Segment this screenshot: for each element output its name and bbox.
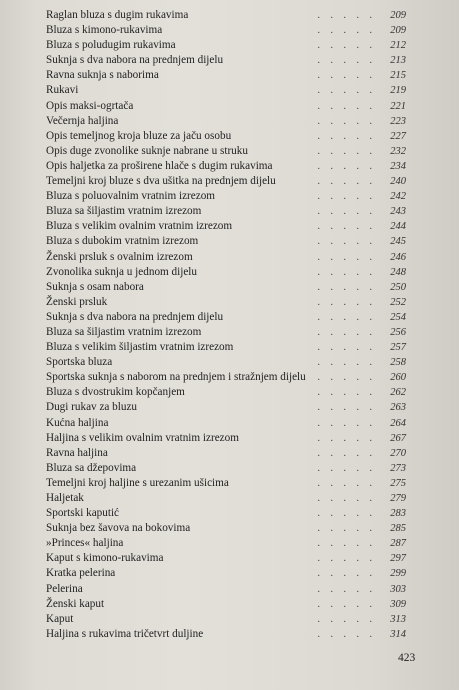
toc-entry-title: Suknja s osam nabora: [46, 280, 144, 293]
toc-entry-page: 223: [390, 115, 406, 127]
leader-dots: . . . . .: [317, 55, 376, 67]
toc-entry-title: Temeljni kroj bluze s dva ušitka na prednjem dijelu: [46, 175, 276, 188]
table-of-contents: [46, 8, 406, 642]
toc-entry-title: Bluza s poludugim rukavima: [46, 39, 176, 52]
leader-dots: . . . . .: [317, 613, 376, 625]
toc-entry: [46, 521, 406, 536]
toc-entry-page: 303: [390, 583, 406, 595]
leader-dots: . . . . .: [317, 251, 376, 263]
toc-entry-page: 267: [390, 432, 406, 444]
leader-dots: . . . . .: [317, 221, 376, 233]
toc-entry-page: 212: [390, 40, 406, 52]
leader-dots: . . . . .: [317, 281, 376, 293]
toc-entry-title: Bluza s velikim ovalnim vratnim izrezom: [46, 220, 233, 233]
leader-dots: . . . . .: [317, 493, 376, 504]
leader-dots: . . . . .: [317, 176, 376, 188]
toc-entry: [46, 53, 406, 68]
toc-entry-page: 279: [390, 493, 406, 504]
toc-entry: [46, 38, 406, 53]
leader-dots: . . . . .: [317, 266, 376, 278]
leader-dots: . . . . .: [317, 372, 376, 384]
toc-entry-title: Bluza s dubokim vratnim izrezom: [46, 235, 199, 248]
toc-entry-title: Večernja haljina: [46, 114, 119, 127]
toc-entry-title: Ženski kaput: [46, 597, 105, 610]
toc-entry-title: Haljina s velikim ovalnim vratnim izrezom: [46, 431, 239, 444]
toc-entry-page: 309: [390, 598, 406, 610]
toc-entry-title: Haljina s rukavima tričetvrt duljine: [46, 627, 204, 640]
toc-entry-page: 264: [390, 417, 406, 429]
toc-entry-page: 270: [390, 447, 406, 459]
leader-dots: . . . . .: [317, 402, 376, 414]
toc-entry-page: 248: [390, 266, 406, 278]
toc-entry-title: Opis maksi-ogrtača: [46, 99, 134, 112]
toc-entry-page: 275: [390, 477, 406, 489]
toc-entry-title: Zvonolika suknja u jednom dijelu: [46, 265, 198, 278]
leader-dots: . . . . .: [317, 160, 376, 172]
toc-entry-title: Sportski kaputić: [46, 507, 120, 520]
toc-entry-title: Raglan bluza s dugim rukavima: [46, 9, 189, 21]
toc-entry-title: Kućna haljina: [46, 416, 109, 429]
page-number: 423: [398, 652, 416, 664]
toc-entry: [46, 189, 406, 204]
toc-entry-page: 244: [390, 221, 406, 233]
leader-dots: . . . . .: [317, 100, 376, 112]
toc-entry-page: 285: [390, 523, 406, 535]
toc-entry-page: 234: [390, 160, 406, 172]
leader-dots: . . . . .: [317, 568, 376, 580]
toc-entry: [46, 416, 406, 431]
toc-entry-title: Bluza sa šiljastim vratnim izrezom: [46, 325, 202, 338]
toc-entry: [46, 219, 406, 234]
leader-dots: . . . . .: [317, 628, 376, 640]
leader-dots: . . . . .: [317, 447, 376, 459]
leader-dots: . . . . .: [317, 508, 376, 520]
toc-entry: [46, 461, 406, 476]
toc-entry-title: Kaput s kimono-rukavima: [46, 552, 164, 565]
toc-entry-title: Opis duge zvonolike suknje nabrane u struku: [46, 144, 248, 157]
toc-entry-page: 273: [390, 462, 406, 474]
toc-entry-page: 219: [390, 85, 406, 97]
toc-entry-page: 232: [390, 145, 406, 157]
leader-dots: . . . . .: [317, 538, 376, 550]
toc-entry: [46, 8, 406, 23]
toc-entry: [46, 310, 406, 325]
leader-dots: . . . . .: [317, 25, 376, 37]
toc-entry: [46, 295, 406, 310]
toc-entry: [46, 582, 406, 597]
toc-entry-title: Ženski prsluk: [46, 295, 108, 308]
toc-entry-title: Dugi rukav za bluzu: [46, 401, 138, 414]
toc-entry: [46, 159, 406, 174]
toc-entry: [46, 340, 406, 355]
toc-entry-title: Bluza s poluovalnim vratnim izrezom: [46, 190, 216, 203]
toc-entry-title: Ravna suknja s naborima: [46, 69, 159, 82]
toc-entry: [46, 431, 406, 446]
leader-dots: . . . . .: [317, 145, 376, 157]
leader-dots: . . . . .: [317, 70, 376, 82]
toc-entry-title: Bluza s velikim šiljastim vratnim izrezom: [46, 341, 234, 354]
toc-entry-title: Bluza sa džepovima: [46, 461, 137, 474]
toc-entry-page: 227: [390, 130, 406, 142]
toc-entry-page: 283: [390, 508, 406, 520]
toc-entry-title: Sportska suknja s naborom na prednjem i stražnjem dijelu: [46, 371, 306, 384]
toc-entry: [46, 536, 406, 551]
toc-entry-title: Ravna haljina: [46, 446, 108, 459]
leader-dots: . . . . .: [317, 387, 376, 399]
toc-entry-title: Kaput: [46, 612, 74, 625]
leader-dots: . . . . .: [317, 477, 376, 489]
toc-entry-title: Bluza s kimono-rukavima: [46, 24, 163, 37]
toc-entry: [46, 325, 406, 340]
toc-entry-title: Opis temeljnog kroja bluze za jaču osobu: [46, 129, 232, 142]
toc-entry-title: Suknja bez šavova na bokovima: [46, 522, 191, 535]
toc-entry: [46, 355, 406, 370]
toc-entry-title: Suknja s dva nabora na prednjem dijelu: [46, 54, 224, 67]
leader-dots: . . . . .: [317, 583, 376, 595]
leader-dots: . . . . .: [317, 326, 376, 338]
toc-entry-page: 297: [390, 553, 406, 565]
toc-entry-title: Bluza s dvostrukim kopčanjem: [46, 386, 185, 399]
toc-entry-page: 263: [390, 402, 406, 414]
toc-entry: [46, 250, 406, 265]
leader-dots: . . . . .: [317, 523, 376, 535]
toc-entry-page: 313: [390, 613, 406, 625]
toc-entry: [46, 265, 406, 280]
toc-entry-page: 213: [390, 55, 406, 67]
toc-entry: [46, 68, 406, 83]
toc-entry: [46, 400, 406, 415]
leader-dots: . . . . .: [317, 417, 376, 429]
leader-dots: . . . . .: [317, 342, 376, 354]
toc-entry-title: Sportska bluza: [46, 356, 113, 369]
toc-entry: [46, 129, 406, 144]
toc-entry-page: 209: [390, 10, 406, 21]
toc-entry-title: »Princes« haljina: [46, 537, 124, 550]
leader-dots: . . . . .: [317, 115, 376, 127]
leader-dots: . . . . .: [317, 357, 376, 369]
toc-entry-page: 314: [390, 628, 406, 640]
toc-entry: [46, 506, 406, 521]
leader-dots: . . . . .: [317, 85, 376, 97]
toc-entry-title: Ženski prsluk s ovalnim izrezom: [46, 250, 193, 263]
leader-dots: . . . . .: [317, 553, 376, 565]
leader-dots: . . . . .: [317, 191, 376, 203]
leader-dots: . . . . .: [317, 40, 376, 52]
toc-entry-page: 209: [390, 25, 406, 37]
toc-entry: [46, 476, 406, 491]
toc-entry-page: 240: [390, 176, 406, 188]
toc-entry-page: 299: [390, 568, 406, 580]
toc-entry: [46, 446, 406, 461]
leader-dots: . . . . .: [317, 130, 376, 142]
toc-entry: [46, 204, 406, 219]
toc-entry: [46, 234, 406, 249]
leader-dots: . . . . .: [317, 296, 376, 308]
toc-entry-page: 262: [390, 387, 406, 399]
leader-dots: . . . . .: [317, 206, 376, 218]
toc-entry-page: 260: [390, 372, 406, 384]
toc-entry: [46, 627, 406, 642]
toc-entry-page: 215: [390, 70, 406, 82]
toc-entry-page: 257: [390, 342, 406, 354]
toc-entry: [46, 174, 406, 189]
leader-dots: . . . . .: [317, 462, 376, 474]
toc-entry-page: 256: [390, 326, 406, 338]
toc-entry: [46, 612, 406, 627]
toc-entry-page: 246: [390, 251, 406, 263]
toc-entry-page: 258: [390, 357, 406, 369]
toc-entry: [46, 114, 406, 129]
toc-entry-title: Bluza sa šiljastim vratnim izrezom: [46, 205, 202, 218]
toc-entry: [46, 144, 406, 159]
toc-entry-title: Rukavi: [46, 84, 79, 97]
toc-entry-title: Temeljni kroj haljine s urezanim ušicima: [46, 476, 229, 489]
leader-dots: . . . . .: [317, 311, 376, 323]
toc-entry-page: 252: [390, 296, 406, 308]
toc-entry-title: Opis haljetka za proširene hlače s dugim rukavima: [46, 159, 273, 172]
toc-entry-page: 254: [390, 311, 406, 323]
toc-entry-page: 245: [390, 236, 406, 248]
toc-entry-page: 242: [390, 191, 406, 203]
toc-entry: [46, 566, 406, 581]
toc-entry: [46, 551, 406, 566]
toc-entry-title: Pelerina: [46, 582, 83, 595]
toc-entry-page: 243: [390, 206, 406, 218]
toc-entry-title: Haljetak: [46, 492, 84, 504]
toc-entry-page: 221: [390, 100, 406, 112]
toc-entry: [46, 99, 406, 114]
leader-dots: . . . . .: [317, 598, 376, 610]
toc-entry: [46, 83, 406, 98]
toc-entry-page: 250: [390, 281, 406, 293]
toc-entry: [46, 370, 406, 385]
leader-dots: . . . . .: [317, 432, 376, 444]
toc-entry: [46, 385, 406, 400]
leader-dots: . . . . .: [317, 10, 376, 21]
toc-entry-title: Suknja s dva nabora na prednjem dijelu: [46, 310, 224, 323]
toc-entry-page: 287: [390, 538, 406, 550]
toc-entry: [46, 597, 406, 612]
toc-entry: [46, 491, 406, 506]
toc-entry-title: Kratka pelerina: [46, 567, 116, 580]
toc-entry: [46, 280, 406, 295]
leader-dots: . . . . .: [317, 236, 376, 248]
toc-entry: [46, 23, 406, 38]
